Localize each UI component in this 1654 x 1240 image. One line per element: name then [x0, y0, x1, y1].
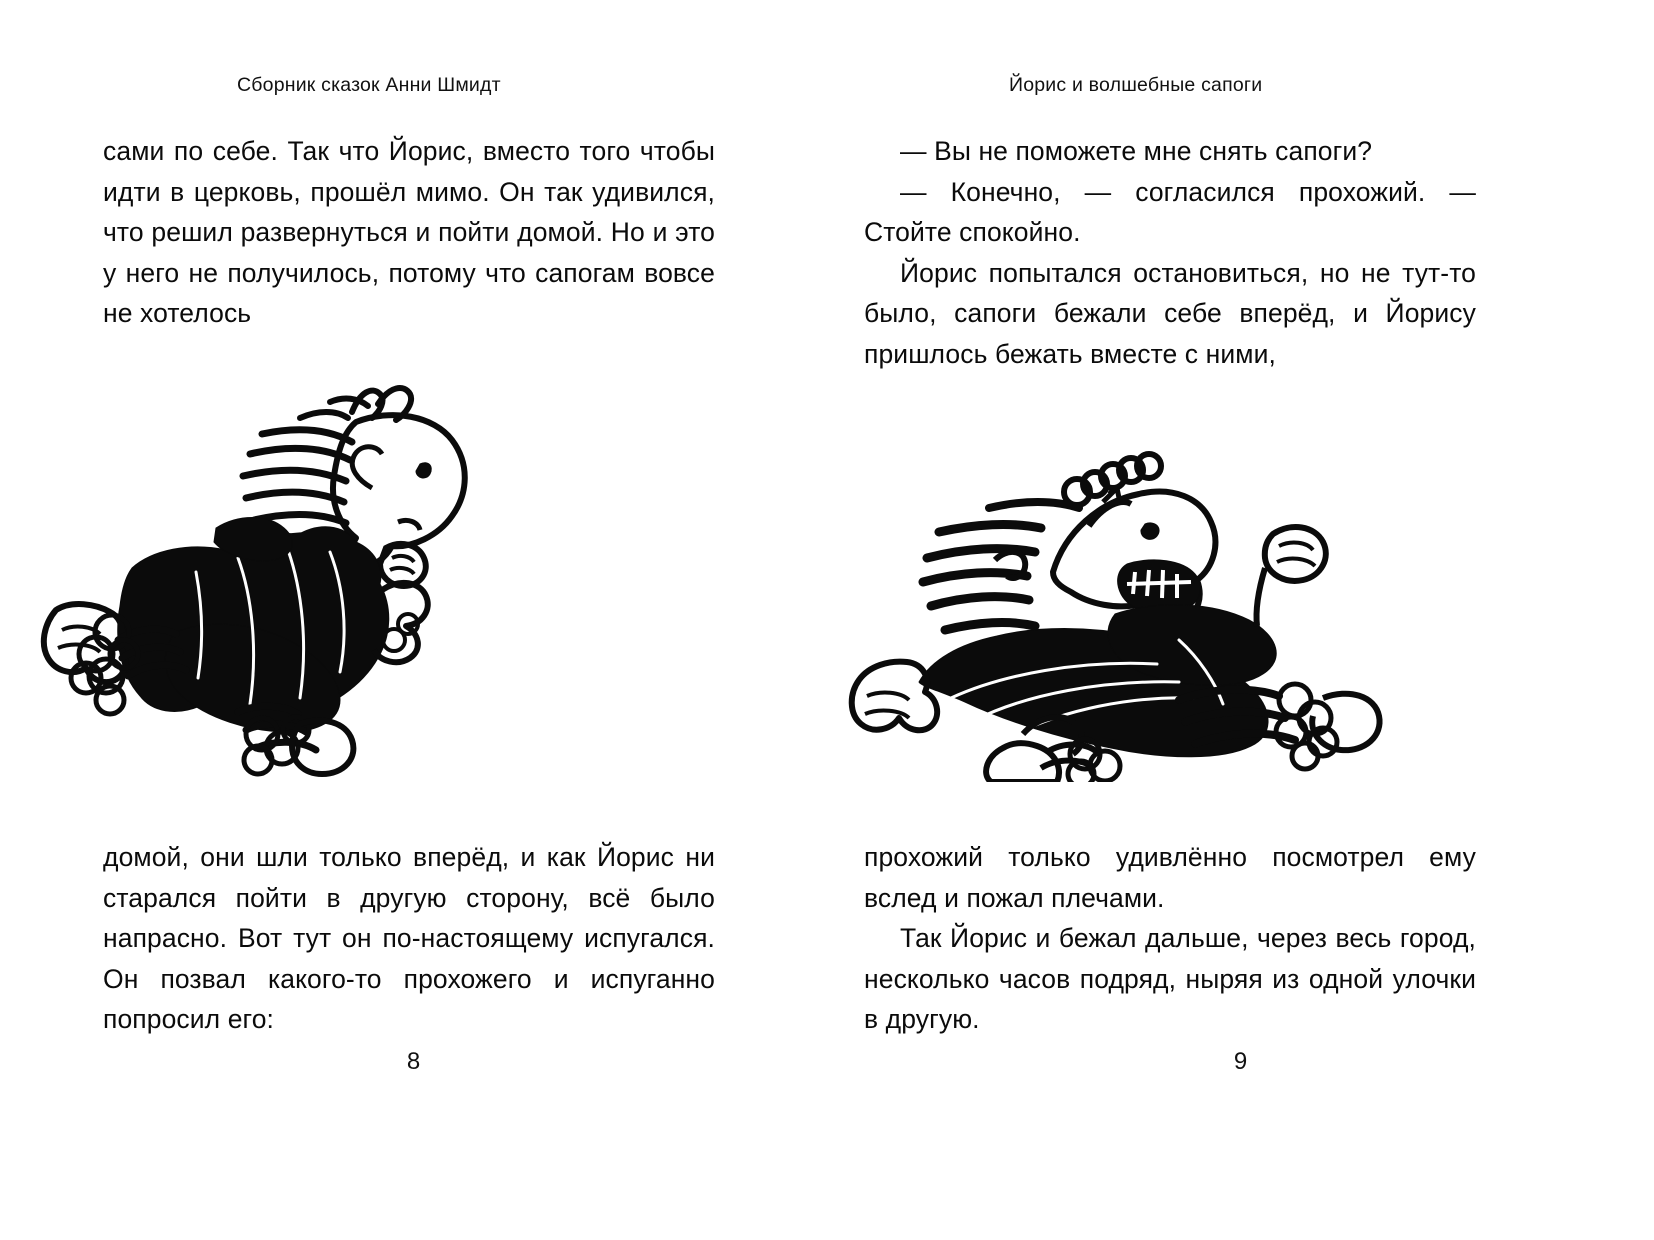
- page-number-left: 8: [406, 1048, 421, 1075]
- page-right: [827, 0, 1654, 1240]
- left-top-paragraph: сами по себе. Так что Йорис, вместо того чтобы идти в церковь, прошёл мимо. Он так удивился, что решил развернуться и пойти домой. Но и это у него не получилось, потому что сапогам вовсе не хотелось: [103, 136, 715, 328]
- left-bottom-text-block: [103, 837, 715, 1040]
- right-top-paragraph: Йорис попытался остановиться, но не тут-то было, сапоги бежали себе вперёд, и Йорису пришлось бежать вместе с ними,: [864, 257, 1476, 369]
- right-bottom-paragraph-1: прохожий только удивлённо посмотрел ему вслед и пожал плечами.: [864, 842, 1476, 913]
- illustration-left: [0, 382, 827, 782]
- running-head-left: Сборник сказок Анни Шмидт: [237, 74, 501, 96]
- right-dialogue-line-2: — Конечно, — согласился прохожий. — Стойте спокойно.: [864, 176, 1476, 247]
- illustration-right: [827, 382, 1654, 782]
- running-head-right: Йорис и волшебные сапоги: [1009, 74, 1263, 96]
- right-bottom-text-block: [864, 837, 1476, 1040]
- left-top-text-block: [103, 131, 715, 334]
- left-bottom-paragraph: домой, они шли только вперёд, и как Йорис ни старался пойти в другую сторону, всё было напрасно. Вот тут он по-настоящему испугался. Он позвал какого-то прохожего и испуганно попросил его:: [103, 842, 715, 1034]
- right-top-text-block: [864, 131, 1476, 374]
- page-number-right: 9: [1233, 1048, 1248, 1075]
- right-dialogue-line-1: — Вы не поможете мне снять сапоги?: [900, 136, 1373, 166]
- right-bottom-paragraph-2: Так Йорис и бежал дальше, через весь город, несколько часов подряд, ныряя из одной улочки в другую.: [864, 923, 1476, 1034]
